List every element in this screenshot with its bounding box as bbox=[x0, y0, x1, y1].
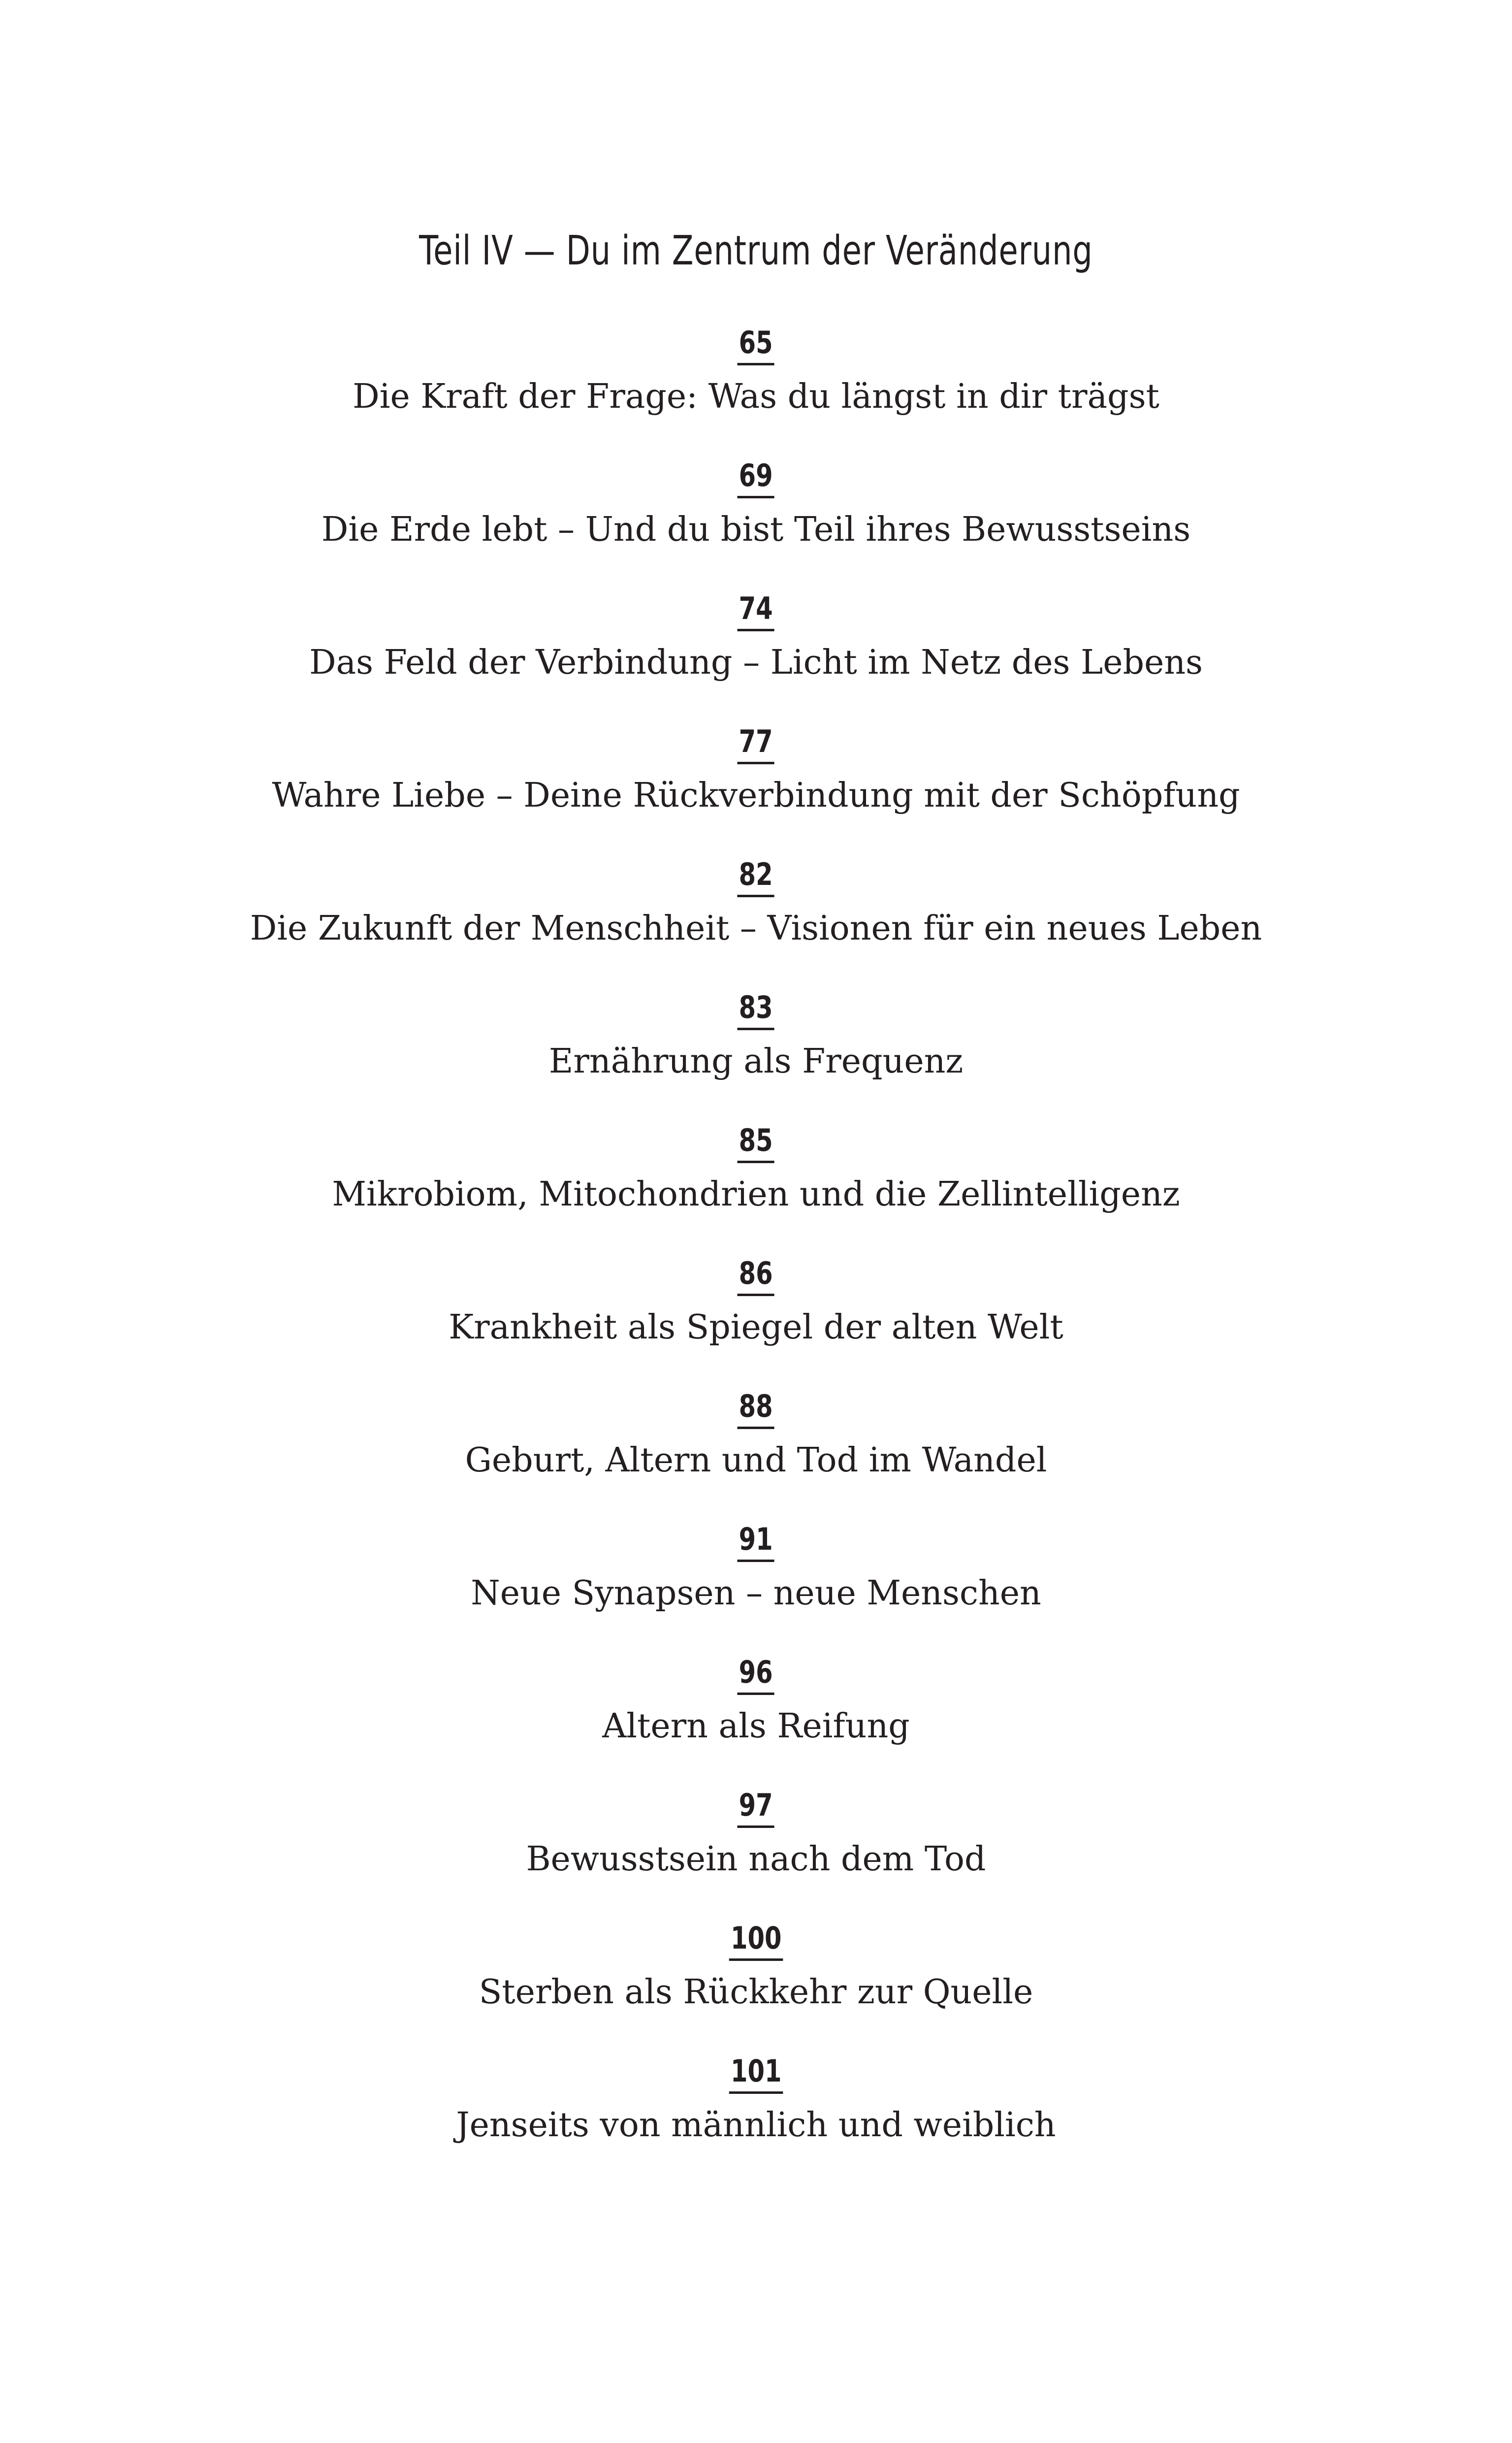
toc-entry[interactable] bbox=[0, 1123, 1512, 1256]
toc-entry-title: Wahre Liebe – Deine Rückverbindung mit der Schöpfung bbox=[272, 776, 1240, 815]
toc-entry-title: Bewusstsein nach dem Tod bbox=[526, 1840, 986, 1879]
toc-entry[interactable] bbox=[0, 990, 1512, 1123]
toc-page-number: 65 bbox=[738, 325, 774, 365]
toc-entry-title: Krankheit als Spiegel der alten Welt bbox=[449, 1308, 1063, 1347]
toc-entry[interactable] bbox=[0, 724, 1512, 857]
toc-page-number: 83 bbox=[738, 990, 774, 1030]
toc-page-number: 91 bbox=[738, 1522, 774, 1562]
toc-entry-title: Geburt, Altern und Tod im Wandel bbox=[465, 1441, 1047, 1480]
toc-entry[interactable] bbox=[0, 1522, 1512, 1655]
toc-page-number: 69 bbox=[738, 458, 774, 498]
toc-entry-title: Mikrobiom, Mitochondrien und die Zellintelligenz bbox=[332, 1175, 1180, 1214]
toc-entry[interactable] bbox=[0, 325, 1512, 458]
toc-entry-title: Altern als Reifung bbox=[602, 1707, 910, 1746]
table-of-contents bbox=[0, 325, 1512, 2186]
toc-page-number: 100 bbox=[729, 1921, 783, 1961]
toc-entry[interactable] bbox=[0, 1256, 1512, 1389]
toc-entry-title: Jenseits von männlich und weiblich bbox=[456, 2106, 1056, 2145]
toc-entry[interactable] bbox=[0, 1921, 1512, 2053]
toc-page-number: 77 bbox=[738, 724, 774, 764]
toc-entry-title: Das Feld der Verbindung – Licht im Netz des Lebens bbox=[309, 643, 1203, 682]
toc-entry[interactable] bbox=[0, 1788, 1512, 1921]
toc-entry-title: Die Kraft der Frage: Was du längst in dir trägst bbox=[353, 377, 1159, 416]
part-title: Teil IV — Du im Zentrum der Veränderung bbox=[419, 228, 1093, 274]
toc-entry-title: Ernährung als Frequenz bbox=[548, 1042, 964, 1081]
toc-page-number: 97 bbox=[738, 1788, 774, 1828]
toc-page-number: 101 bbox=[729, 2053, 783, 2094]
toc-entry[interactable] bbox=[0, 591, 1512, 724]
toc-page-number: 74 bbox=[738, 591, 774, 631]
toc-entry[interactable] bbox=[0, 1389, 1512, 1522]
toc-entry[interactable] bbox=[0, 1655, 1512, 1788]
toc-entry[interactable] bbox=[0, 857, 1512, 990]
toc-page-number: 82 bbox=[738, 857, 774, 897]
toc-entry[interactable] bbox=[0, 458, 1512, 591]
toc-entry[interactable] bbox=[0, 2053, 1512, 2186]
toc-entry-title: Die Zukunft der Menschheit – Visionen für ein neues Leben bbox=[250, 909, 1262, 948]
toc-page-number: 88 bbox=[738, 1389, 774, 1429]
toc-entry-title: Neue Synapsen – neue Menschen bbox=[471, 1574, 1041, 1613]
toc-entry-title: Die Erde lebt – Und du bist Teil ihres Bewusstseins bbox=[321, 510, 1191, 549]
toc-page-number: 86 bbox=[738, 1256, 774, 1296]
toc-page-number: 96 bbox=[738, 1655, 774, 1695]
toc-page-number: 85 bbox=[738, 1123, 774, 1163]
toc-entry-title: Sterben als Rückkehr zur Quelle bbox=[479, 1973, 1033, 2012]
